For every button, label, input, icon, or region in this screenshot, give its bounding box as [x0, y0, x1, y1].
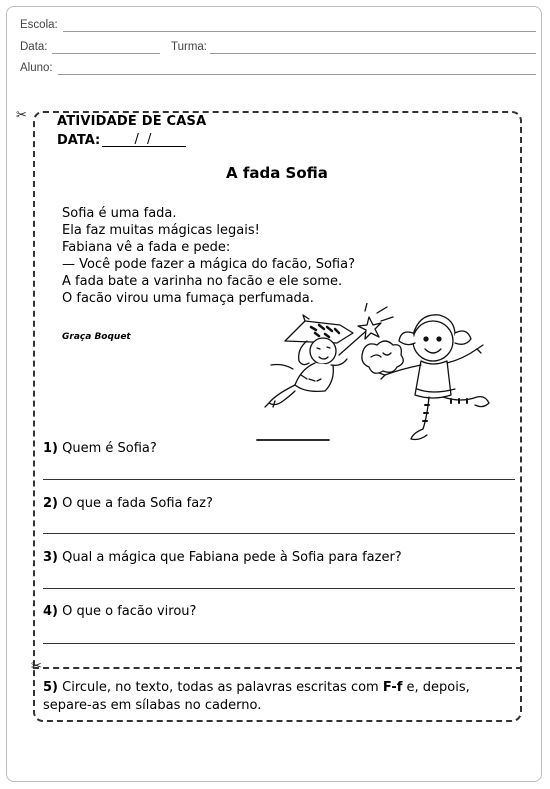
fairy-and-girl-illustration	[245, 303, 515, 448]
question-text: O que o facão virou?	[62, 604, 197, 619]
question-5	[43, 679, 518, 715]
story-line: Sofia é uma fada.	[62, 206, 177, 221]
activity-date-blank[interactable]: / /	[102, 133, 186, 147]
question-number: 4)	[43, 604, 58, 619]
question-text: e, depois, separe-as em sílabas no caderno.	[43, 680, 470, 713]
story-line: A fada bate a varinha no facão e ele some.	[62, 274, 343, 289]
story-line: O facão virou uma fumaça perfumada.	[62, 291, 314, 306]
story-line: — Você pode fazer a mágica do facão, Sofia?	[62, 257, 355, 272]
answer-line-3[interactable]	[43, 588, 515, 589]
student-line[interactable]	[58, 74, 536, 75]
date-line[interactable]	[52, 53, 160, 54]
question-1	[43, 441, 157, 456]
answer-line-4[interactable]	[43, 643, 515, 644]
question-number: 3)	[43, 550, 58, 565]
scissors-icon: ✂	[31, 659, 42, 674]
question-text: Circule, no texto, todas as palavras escritas com	[62, 680, 383, 695]
answer-line-1[interactable]	[43, 479, 515, 480]
school-label: Escola:	[20, 19, 58, 31]
question-text: Qual a mágica que Fabiana pede à Sofia para fazer?	[62, 550, 402, 565]
school-line[interactable]	[63, 31, 536, 32]
question-text: Quem é Sofia?	[62, 441, 157, 456]
question-number: 1)	[43, 441, 58, 456]
student-label: Aluno:	[20, 62, 53, 74]
answer-line-2[interactable]	[43, 533, 515, 534]
question-4	[43, 604, 196, 619]
activity-title: ATIVIDADE DE CASA	[57, 114, 207, 129]
date-label: Data:	[20, 41, 48, 53]
story-line: Fabiana vê a fada e pede:	[62, 240, 231, 255]
question-number: 5)	[43, 680, 58, 695]
story-author: Graça Boquet	[62, 332, 131, 342]
class-label: Turma:	[171, 41, 207, 53]
question-emphasis: F-f	[382, 680, 403, 695]
scissors-icon: ✂	[16, 108, 27, 123]
question-text: O que a fada Sofia faz?	[62, 496, 213, 511]
story-title: A fada Sofia	[226, 164, 328, 182]
activity-date-label: DATA:	[57, 133, 101, 148]
question-3	[43, 550, 402, 565]
cut-divider	[33, 667, 522, 669]
story-line: Ela faz muitas mágicas legais!	[62, 223, 260, 238]
question-2	[43, 496, 213, 511]
question-number: 2)	[43, 496, 58, 511]
story-text	[62, 205, 355, 307]
class-line[interactable]	[210, 53, 536, 54]
